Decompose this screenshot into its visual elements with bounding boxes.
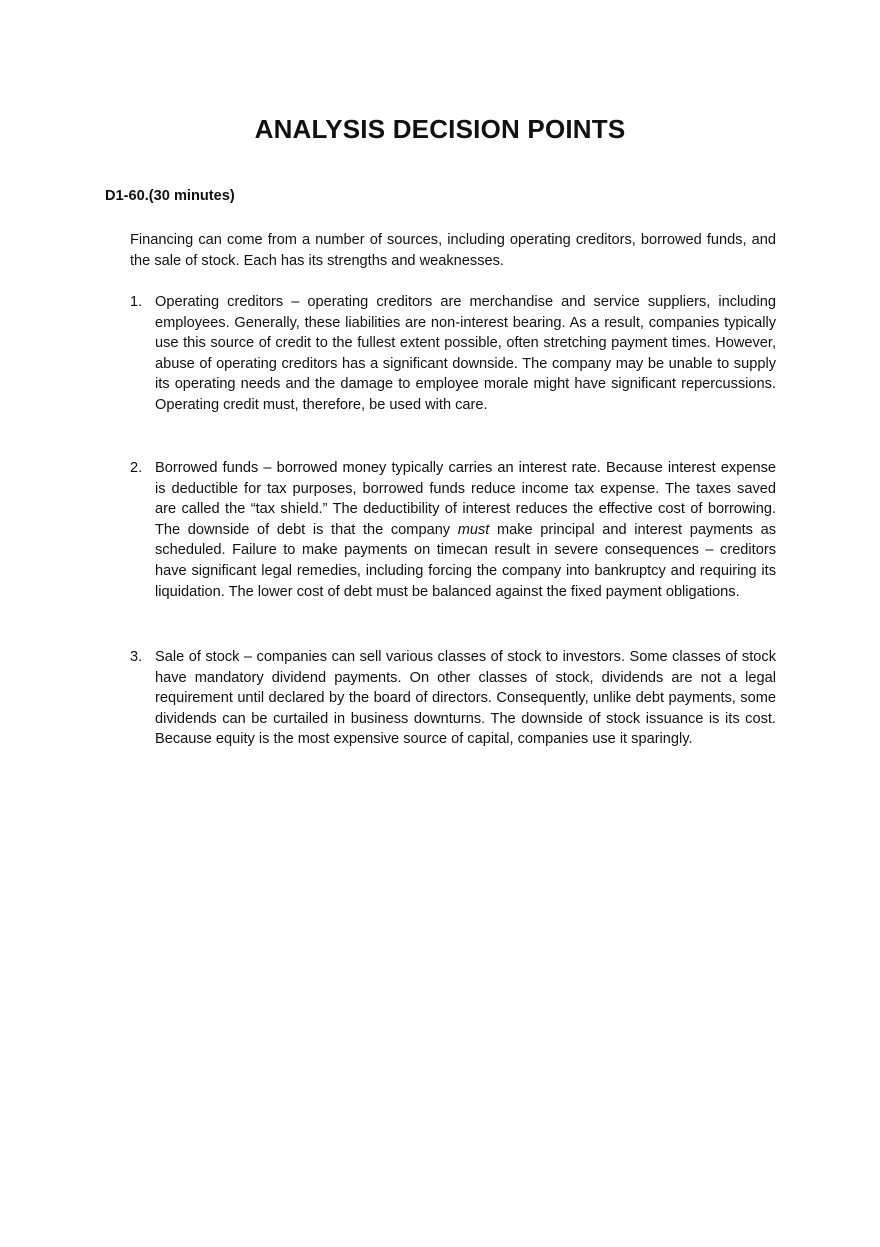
- item-text-part: Borrowed funds – borrowed money typically carries an interest rate. Because interest expense is deductible for tax purposes, borrowed funds reduce income tax expense. The taxes saved are called the “tax shield.” The deductibility of interest reduces the effective cost of borrowing. The downside of debt is that the company: [155, 460, 776, 538]
- item-number: 3.: [130, 649, 143, 665]
- item-text: Operating creditors – operating creditors are merchandise and service suppliers, including employees. Generally, these liabilities are non-interest bearing. As a result, companies typically use this source of credit to the fullest extent possible, often stretching payment times. However, abuse of operating creditors has a significant downside. The company may be unable to supply its operating needs and the damage to employee morale might have significant repercussions. Operating credit must, therefore, be used with care.: [155, 294, 776, 413]
- item-number: 2.: [130, 460, 143, 476]
- list-item: [130, 458, 776, 602]
- emphasized-word: must: [457, 521, 490, 538]
- list-item: [130, 647, 776, 750]
- list-item: [130, 292, 776, 416]
- item-number: 1.: [130, 294, 143, 310]
- intro-paragraph: Financing can come from a number of sources, including operating creditors, borrowed funds, and the sale of stock. Each has its strengths and weaknesses.: [130, 232, 776, 269]
- item-text: Sale of stock – companies can sell various classes of stock to investors. Some classes of stock have mandatory dividend payments. On other classes of stock, dividends are not a legal requirement until declared by the board of directors. Consequently, unlike debt payments, some dividends can be curtailed in business downturns. The downside of stock issuance is its cost. Because equity is the most expensive source of capital, companies use it sparingly.: [155, 649, 776, 748]
- item-text: [155, 458, 776, 602]
- problem-heading: D1-60.(30 minutes): [105, 188, 235, 204]
- item-text-part: make principal and interest payments as scheduled. Failure to make payments on timecan result in severe consequences – creditors have significant legal remedies, including forcing the company into bankruptcy and requiring its liquidation. The lower cost of debt must be balanced against the fixed payment obligations.: [155, 521, 777, 600]
- page-title: ANALYSIS DECISION POINTS: [254, 114, 626, 144]
